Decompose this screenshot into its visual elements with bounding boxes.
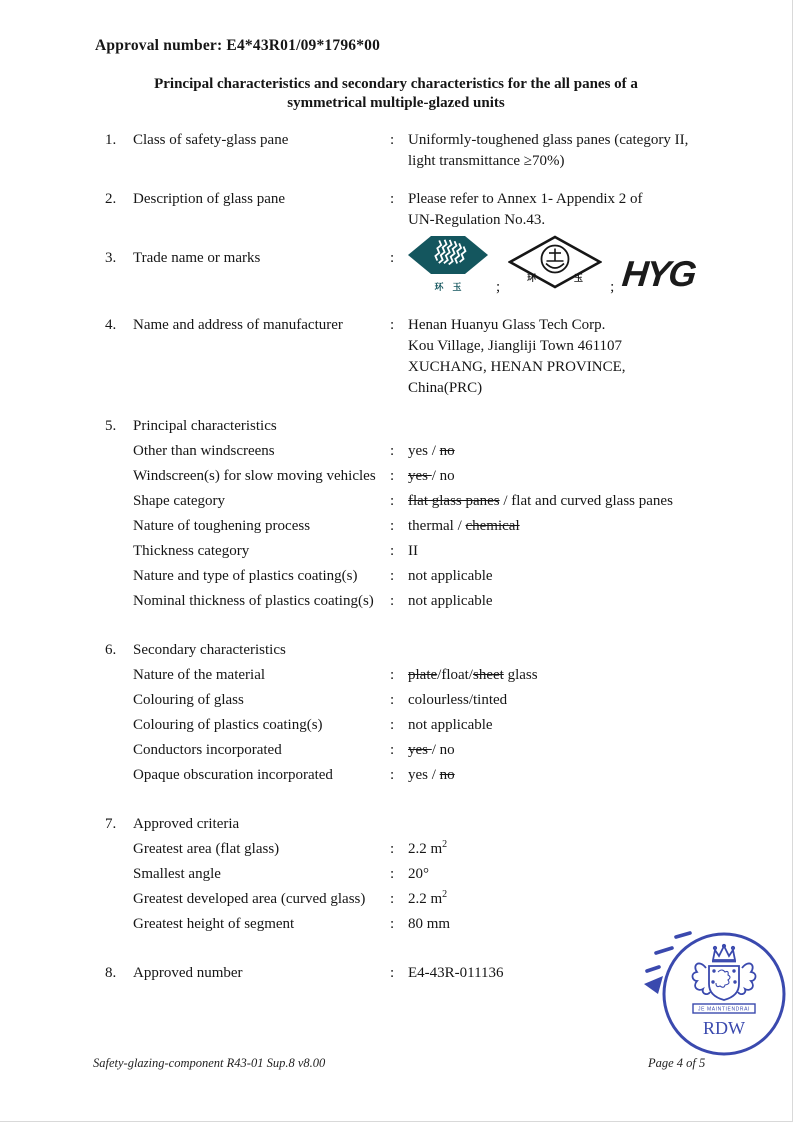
item-label: Approved criteria	[133, 816, 240, 832]
sub-label: Nominal thickness of plastics coating(s)	[133, 593, 374, 609]
value-text: Henan Huanyu Glass Tech Corp.	[408, 317, 606, 333]
value-text: / flat and curved glass panes	[499, 493, 673, 509]
sub-value	[408, 665, 756, 686]
value-text: II	[408, 543, 418, 559]
colon: :	[390, 841, 395, 857]
sub-label: Other than windscreens	[133, 443, 275, 459]
item-row	[105, 130, 756, 172]
colon: :	[390, 916, 395, 932]
sub-label: Greatest height of segment	[133, 916, 295, 932]
item-row	[105, 189, 756, 231]
item-label: Approved number	[133, 965, 243, 981]
colon: :	[390, 468, 395, 484]
item-row	[105, 640, 756, 661]
trademark-separator: ;	[496, 279, 501, 295]
struck-option: sheet	[472, 667, 504, 683]
sub-label: Greatest developed area (curved glass)	[133, 891, 366, 907]
struck-option: no	[439, 767, 455, 783]
value-text: yes /	[408, 767, 440, 783]
sub-value	[408, 864, 756, 885]
diamond-mark-right-char: 玉	[574, 273, 584, 283]
value-text: E4-43R-011136	[408, 965, 504, 981]
value-text: UN-Regulation No.43.	[408, 212, 546, 228]
sub-label: Colouring of plastics coating(s)	[133, 717, 323, 733]
footer-document-reference: Safety-glazing-component R43-01 Sup.8 v8.00	[93, 1056, 326, 1070]
item-label: Principal characteristics	[133, 418, 277, 434]
value-text: light transmittance ≥70%)	[408, 153, 565, 169]
sub-characteristic-row	[105, 690, 756, 711]
colon: :	[390, 518, 395, 534]
sub-value	[408, 466, 756, 487]
item-5	[105, 416, 756, 612]
sub-characteristic-row	[105, 566, 756, 587]
diamond-mark-left-char: 环	[527, 273, 537, 283]
colon: :	[390, 965, 395, 981]
item-label: Trade name or marks	[133, 250, 261, 266]
stamp-org-text: RDW	[703, 1018, 745, 1038]
item-label: Name and address of manufacturer	[133, 317, 343, 333]
struck-option: no	[439, 443, 455, 459]
sub-characteristic-row	[105, 665, 756, 686]
value-line	[408, 378, 756, 399]
item-number: 2.	[105, 191, 117, 207]
item-number: 3.	[105, 250, 117, 266]
sub-characteristic-row	[105, 441, 756, 462]
document-title	[0, 75, 792, 113]
struck-option: chemical	[465, 518, 520, 534]
value-text: yes /	[408, 443, 440, 459]
item-7	[105, 814, 756, 935]
superscript-text: 2	[442, 889, 448, 900]
value-line	[408, 151, 756, 172]
sub-label: Nature and type of plastics coating(s)	[133, 568, 358, 584]
struck-option: yes	[408, 468, 432, 484]
value-line	[408, 357, 756, 378]
colon: :	[390, 493, 395, 509]
item-number: 5.	[105, 418, 117, 434]
item-value	[408, 248, 756, 298]
value-text: China(PRC)	[408, 380, 483, 396]
diamond-trademark-icon	[508, 235, 602, 298]
sub-characteristic-row	[105, 765, 756, 786]
sub-value	[408, 690, 756, 711]
trademarks-group	[408, 240, 756, 298]
value-text: 80 mm	[408, 916, 451, 932]
value-text: XUCHANG, HENAN PROVINCE,	[408, 359, 626, 375]
sub-label: Nature of the material	[133, 667, 266, 683]
sub-characteristic-row	[105, 491, 756, 512]
colon: :	[390, 866, 395, 882]
colon: :	[390, 250, 395, 266]
sub-characteristic-row	[105, 740, 756, 761]
item-4	[105, 315, 756, 399]
sub-value	[408, 541, 756, 562]
document-title-line1: Principal characteristics and secondary characteristics for the all panes of a	[154, 76, 638, 92]
colon: :	[390, 667, 395, 683]
colon: :	[390, 132, 395, 148]
sub-label: Windscreen(s) for slow moving vehicles	[133, 468, 376, 484]
document-title-line2: symmetrical multiple-glazed units	[287, 95, 505, 111]
value-text: / no	[431, 468, 455, 484]
item-number: 8.	[105, 965, 117, 981]
value-line	[408, 189, 756, 210]
stamp-pen-dashes	[647, 933, 690, 971]
value-text: Uniformly-toughened glass panes (category II,	[408, 132, 689, 148]
colon: :	[390, 717, 395, 733]
value-text: /float/	[437, 667, 473, 683]
item-number: 4.	[105, 317, 117, 333]
sub-characteristic-row	[105, 541, 756, 562]
value-line	[408, 315, 756, 336]
sub-value	[408, 516, 756, 537]
value-text: thermal /	[408, 518, 466, 534]
hexagon-trademark-icon	[408, 234, 488, 298]
colon: :	[390, 568, 395, 584]
superscript-text: 2	[442, 839, 448, 850]
colon: :	[390, 593, 395, 609]
footer-page-number: Page 4 of 5	[648, 1056, 706, 1070]
sub-value	[408, 566, 756, 587]
stamp-shield	[709, 966, 739, 1000]
sub-value	[408, 715, 756, 736]
item-2	[105, 189, 756, 231]
item-number: 1.	[105, 132, 117, 148]
item-value	[408, 189, 756, 231]
items-list	[105, 130, 756, 984]
stamp-lion-left	[692, 963, 710, 994]
sub-value	[408, 740, 756, 761]
value-text: not applicable	[408, 717, 493, 733]
item-row	[105, 248, 756, 298]
value-text: not applicable	[408, 568, 493, 584]
value-line	[408, 210, 756, 231]
colon: :	[390, 692, 395, 708]
colon: :	[390, 543, 395, 559]
rdw-stamp	[642, 926, 792, 1062]
colon: :	[390, 317, 395, 333]
colon: :	[390, 443, 395, 459]
value-text: not applicable	[408, 593, 493, 609]
item-value	[408, 130, 756, 172]
sub-label: Nature of toughening process	[133, 518, 311, 534]
value-text: Please refer to Annex 1- Appendix 2 of	[408, 191, 643, 207]
struck-option: plate	[408, 667, 438, 683]
stamp-lion-right	[738, 963, 756, 994]
stamp-crown	[712, 945, 736, 962]
sub-characteristic-row	[105, 864, 756, 885]
struck-option: yes	[408, 742, 432, 758]
item-row	[105, 416, 756, 437]
trademark-separator: ;	[610, 279, 615, 295]
sub-label: Shape category	[133, 493, 226, 509]
value-text: glass	[503, 667, 538, 683]
sub-value	[408, 491, 756, 512]
struck-option: flat glass panes	[408, 493, 500, 509]
colon: :	[390, 191, 395, 207]
value-line	[408, 336, 756, 357]
hyg-trademark-logo: HYG	[620, 252, 698, 294]
sub-value	[408, 839, 756, 860]
stamp-pen-wedge	[644, 976, 663, 994]
value-text: 2.2 m	[408, 841, 443, 857]
value-text: / no	[431, 742, 455, 758]
sub-value	[408, 765, 756, 786]
item-number: 6.	[105, 642, 117, 658]
stamp-motto-text: JE MAINTIENDRAI	[697, 1006, 751, 1013]
hexagon-mark-caption: 环玉	[434, 282, 471, 292]
sub-characteristic-row	[105, 889, 756, 910]
item-row	[105, 814, 756, 835]
item-1	[105, 130, 756, 172]
sub-characteristic-row	[105, 715, 756, 736]
item-6	[105, 640, 756, 786]
sub-label: Thickness category	[133, 543, 250, 559]
value-text: 20°	[408, 866, 429, 882]
sub-characteristic-row	[105, 516, 756, 537]
sub-value	[408, 889, 756, 910]
item-value	[408, 315, 756, 399]
hexagon-mark-graphic	[408, 234, 488, 276]
rdw-stamp-graphic	[642, 926, 792, 1062]
item-3	[105, 248, 756, 298]
diamond-mark-graphic	[508, 235, 602, 291]
colon: :	[390, 891, 395, 907]
sub-characteristic-row	[105, 466, 756, 487]
value-text: 2.2 m	[408, 891, 443, 907]
sub-characteristic-row	[105, 839, 756, 860]
sub-label: Colouring of glass	[133, 692, 244, 708]
item-label: Description of glass pane	[133, 191, 286, 207]
approval-number-line: Approval number: E4*43R01/09*1796*00	[95, 37, 381, 54]
sub-label: Smallest angle	[133, 866, 221, 882]
sub-label: Opaque obscuration incorporated	[133, 767, 333, 783]
sub-label: Greatest area (flat glass)	[133, 841, 280, 857]
item-label: Class of safety-glass pane	[133, 132, 289, 148]
colon: :	[390, 742, 395, 758]
item-row	[105, 315, 756, 399]
item-label: Secondary characteristics	[133, 642, 286, 658]
value-text: colourless/tinted	[408, 692, 508, 708]
sub-characteristic-row	[105, 591, 756, 612]
sub-value	[408, 441, 756, 462]
sub-value	[408, 591, 756, 612]
sub-label: Conductors incorporated	[133, 742, 282, 758]
item-number: 7.	[105, 816, 117, 832]
value-line	[408, 130, 756, 151]
value-text: Kou Village, Jiangliji Town 461107	[408, 338, 623, 354]
colon: :	[390, 767, 395, 783]
